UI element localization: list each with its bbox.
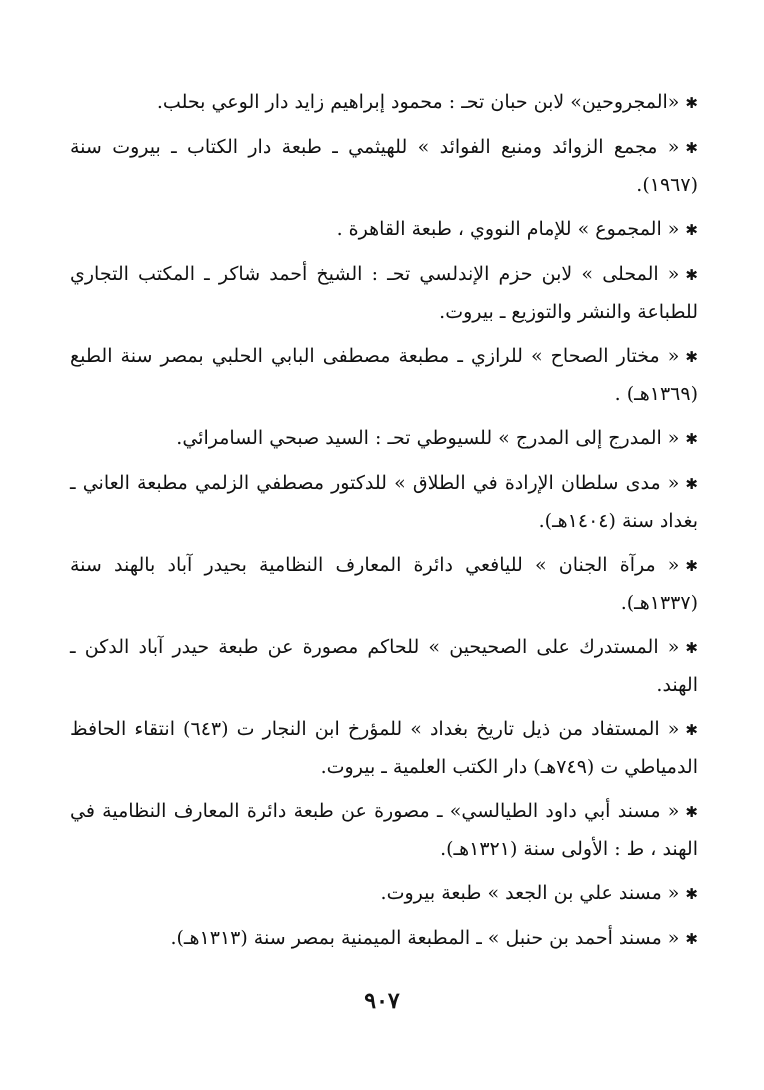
bullet-star-icon: ✱	[685, 94, 698, 112]
bullet-star-icon: ✱	[685, 885, 698, 903]
bullet-star-icon: ✱	[685, 139, 698, 157]
entry-text: « المحلى » لابن حزم الإندلسي تحـ : الشيخ أحمد شاكر ـ المكتب التجاري للطباعة والنشر والتوزيع ـ بيروت.	[70, 263, 698, 323]
bibliography-entry-11	[70, 793, 698, 868]
bibliography-list	[70, 84, 698, 965]
entry-text: « مختار الصحاح » للرازي ـ مطبعة مصطفى البابي الحلبي بمصر سنة الطبع (١٣٦٩هـ) .	[70, 345, 698, 405]
entry-text: « المستدرك على الصحيحين » للحاكم مصورة عن طبعة حيدر آباد الدكن ـ الهند.	[70, 636, 698, 696]
bibliography-entry-5	[70, 338, 698, 413]
bibliography-entry-13	[70, 920, 698, 958]
bullet-star-icon: ✱	[685, 348, 698, 366]
bullet-star-icon: ✱	[685, 557, 698, 575]
entry-text: « المستفاد من ذيل تاريخ بغداد » للمؤرخ ابن النجار ت (٦٤٣) انتقاء الحافظ الدمياطي ت (٧٤٩هـ) دار الكتب العلمية ـ بيروت.	[70, 718, 698, 778]
entry-text: « مجمع الزوائد ومنبع الفوائد » للهيثمي ـ طبعة دار الكتاب ـ بيروت سنة (١٩٦٧).	[70, 136, 698, 196]
bullet-star-icon: ✱	[685, 930, 698, 948]
entry-text: « مسند أحمد بن حنبل » ـ المطبعة الميمنية بمصر سنة (١٣١٣هـ).	[170, 927, 680, 949]
bullet-star-icon: ✱	[685, 430, 698, 448]
entry-text: « المدرج إلى المدرج » للسيوطي تحـ : السيد صبحي السامرائي.	[176, 427, 680, 449]
bibliography-entry-7	[70, 465, 698, 540]
bullet-star-icon: ✱	[685, 266, 698, 284]
bullet-star-icon: ✱	[685, 721, 698, 739]
bibliography-entry-4	[70, 256, 698, 331]
entry-text: « مرآة الجنان » لليافعي دائرة المعارف النظامية بحيدر آباد بالهند سنة (١٣٣٧هـ).	[70, 554, 698, 614]
entry-text: «المجروحين» لابن حبان تحـ : محمود إبراهيم زايد دار الوعي بحلب.	[156, 91, 680, 113]
bibliography-entry-6	[70, 420, 698, 458]
page-number: ٩٠٧	[364, 988, 400, 1014]
bibliography-entry-9	[70, 629, 698, 704]
bibliography-entry-12	[70, 875, 698, 913]
entry-text: « مسند علي بن الجعد » طبعة بيروت.	[380, 882, 680, 904]
bibliography-entry-8	[70, 547, 698, 622]
bibliography-entry-2	[70, 129, 698, 204]
bullet-star-icon: ✱	[685, 803, 698, 821]
bibliography-entry-10	[70, 711, 698, 786]
entry-text: « مسند أبي داود الطيالسي» ـ مصورة عن طبعة دائرة المعارف النظامية في الهند ، ط : الأولى سنة (١٣٢١هـ).	[70, 800, 698, 860]
entry-text: « مدى سلطان الإرادة في الطلاق » للدكتور مصطفي الزلمي مطبعة العاني ـ بغداد سنة (١٤٠٤هـ).	[70, 472, 698, 532]
bullet-star-icon: ✱	[685, 639, 698, 657]
bibliography-entry-1	[70, 84, 698, 122]
bibliography-entry-3	[70, 211, 698, 249]
entry-text: « المجموع » للإمام النووي ، طبعة القاهرة .	[336, 218, 680, 240]
bullet-star-icon: ✱	[685, 475, 698, 493]
bullet-star-icon: ✱	[685, 221, 698, 239]
